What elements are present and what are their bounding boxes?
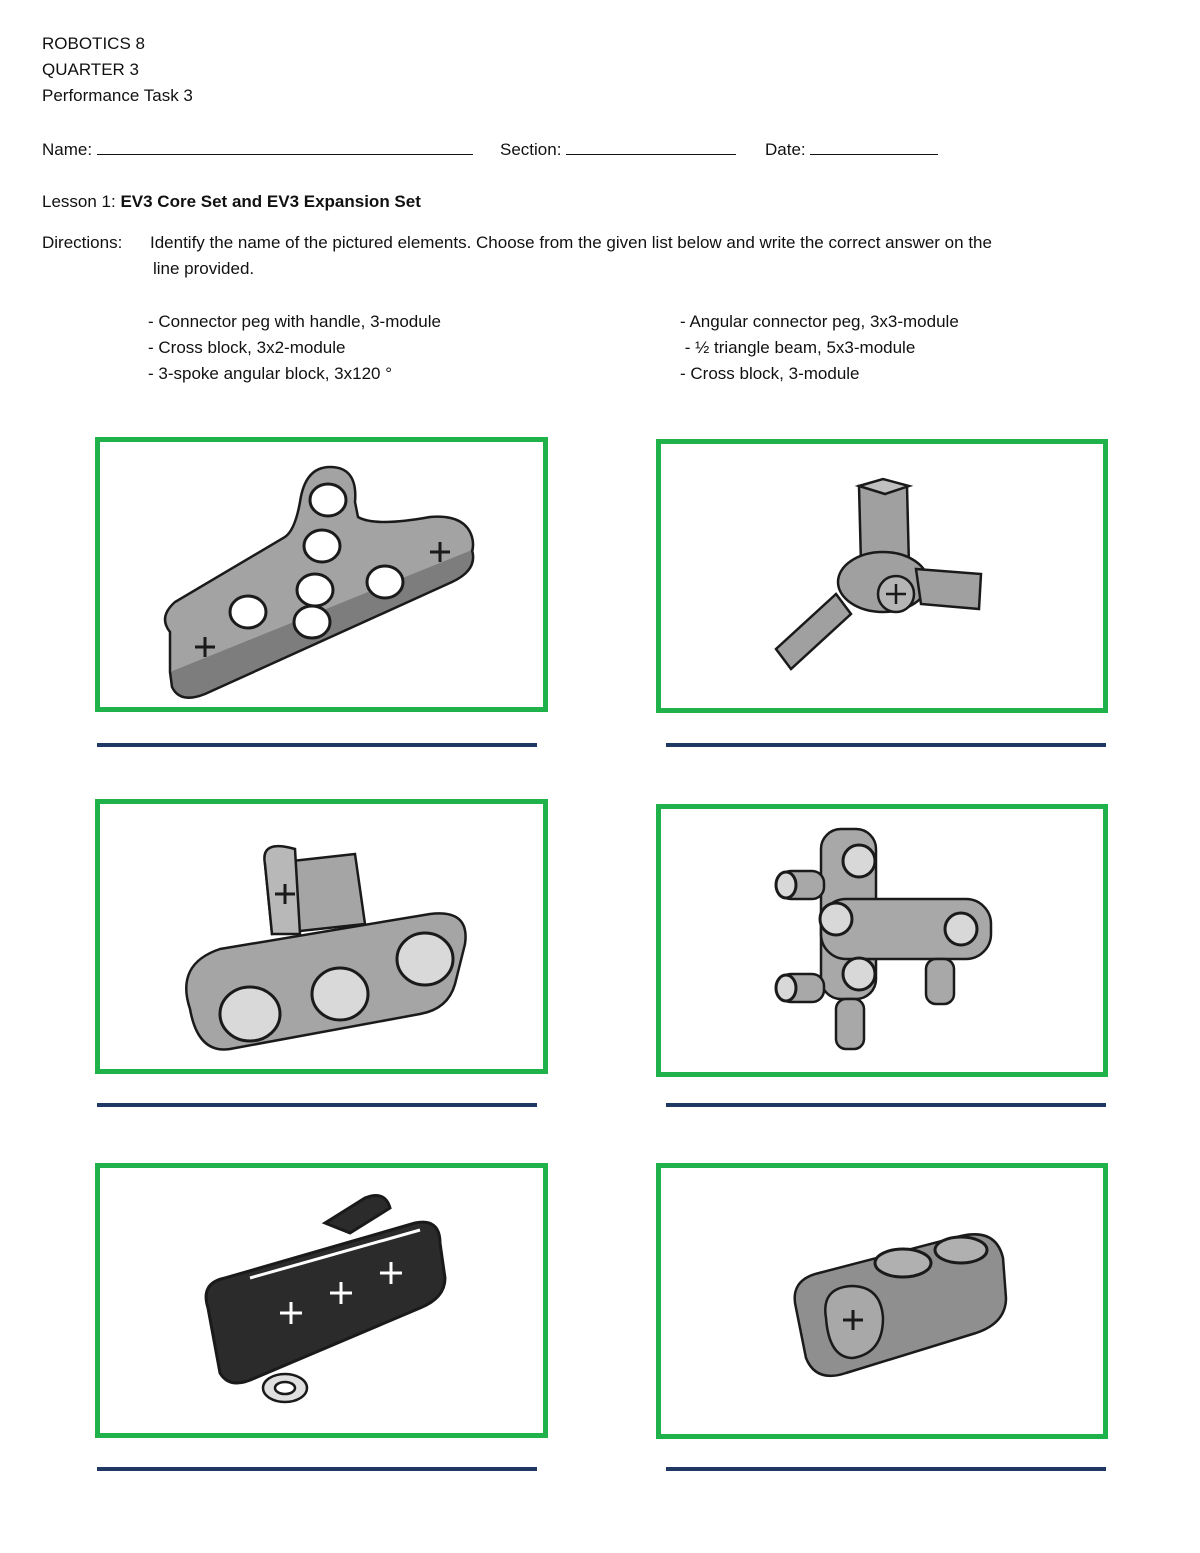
picture-frame-2 — [656, 439, 1108, 713]
three-spoke-angular-block-icon — [661, 444, 1103, 708]
section-field[interactable] — [500, 136, 736, 163]
name-label: Name: — [42, 140, 93, 159]
quarter-heading: QUARTER 3 — [42, 60, 139, 79]
choice-item: - Cross block, 3-module — [680, 364, 860, 383]
picture-frame-5 — [95, 1163, 548, 1438]
choice-item: - Angular connector peg, 3x3-module — [680, 312, 959, 331]
picture-frame-1 — [95, 437, 548, 712]
date-label: Date: — [765, 140, 806, 159]
name-field[interactable] — [42, 136, 473, 163]
directions-label: Directions: — [42, 233, 123, 252]
answer-line-2[interactable] — [666, 743, 1106, 747]
answer-line-3[interactable] — [97, 1103, 537, 1107]
picture-frame-4 — [656, 804, 1108, 1077]
cross-block-3-module-icon — [661, 1168, 1103, 1434]
directions-line-1: Identify the name of the pictured elements. Choose from the given list below and write the correct answer on the — [150, 233, 992, 252]
picture-frame-6 — [656, 1163, 1108, 1439]
directions-text — [150, 230, 1160, 282]
name-blank[interactable] — [97, 136, 473, 155]
task-heading: Performance Task 3 — [42, 86, 193, 105]
answer-line-6[interactable] — [666, 1467, 1106, 1471]
answer-line-4[interactable] — [666, 1103, 1106, 1107]
answer-line-5[interactable] — [97, 1467, 537, 1471]
cross-block-3x2-icon — [100, 1168, 543, 1433]
connector-peg-with-handle-icon — [100, 804, 543, 1069]
subject-heading: ROBOTICS 8 — [42, 34, 145, 53]
section-blank[interactable] — [566, 136, 736, 155]
answer-line-1[interactable] — [97, 743, 537, 747]
half-triangle-beam-icon — [100, 442, 543, 707]
choice-item: - Connector peg with handle, 3-module — [148, 312, 441, 331]
choices-left — [148, 309, 441, 387]
date-blank[interactable] — [810, 136, 938, 155]
choice-item: - 3-spoke angular block, 3x120 ° — [148, 364, 392, 383]
choice-item: - Cross block, 3x2-module — [148, 338, 346, 357]
choices-right — [680, 309, 959, 387]
directions-line-2: line provided. — [153, 259, 255, 278]
lesson-name: EV3 Core Set and EV3 Expansion Set — [120, 192, 421, 211]
section-label: Section: — [500, 140, 562, 159]
lesson-prefix: Lesson 1: — [42, 192, 121, 211]
date-field[interactable] — [765, 136, 938, 163]
angular-connector-peg-icon — [661, 809, 1103, 1072]
lesson-title — [42, 189, 421, 215]
picture-frame-3 — [95, 799, 548, 1074]
choice-item: - ½ triangle beam, 5x3-module — [680, 338, 916, 357]
